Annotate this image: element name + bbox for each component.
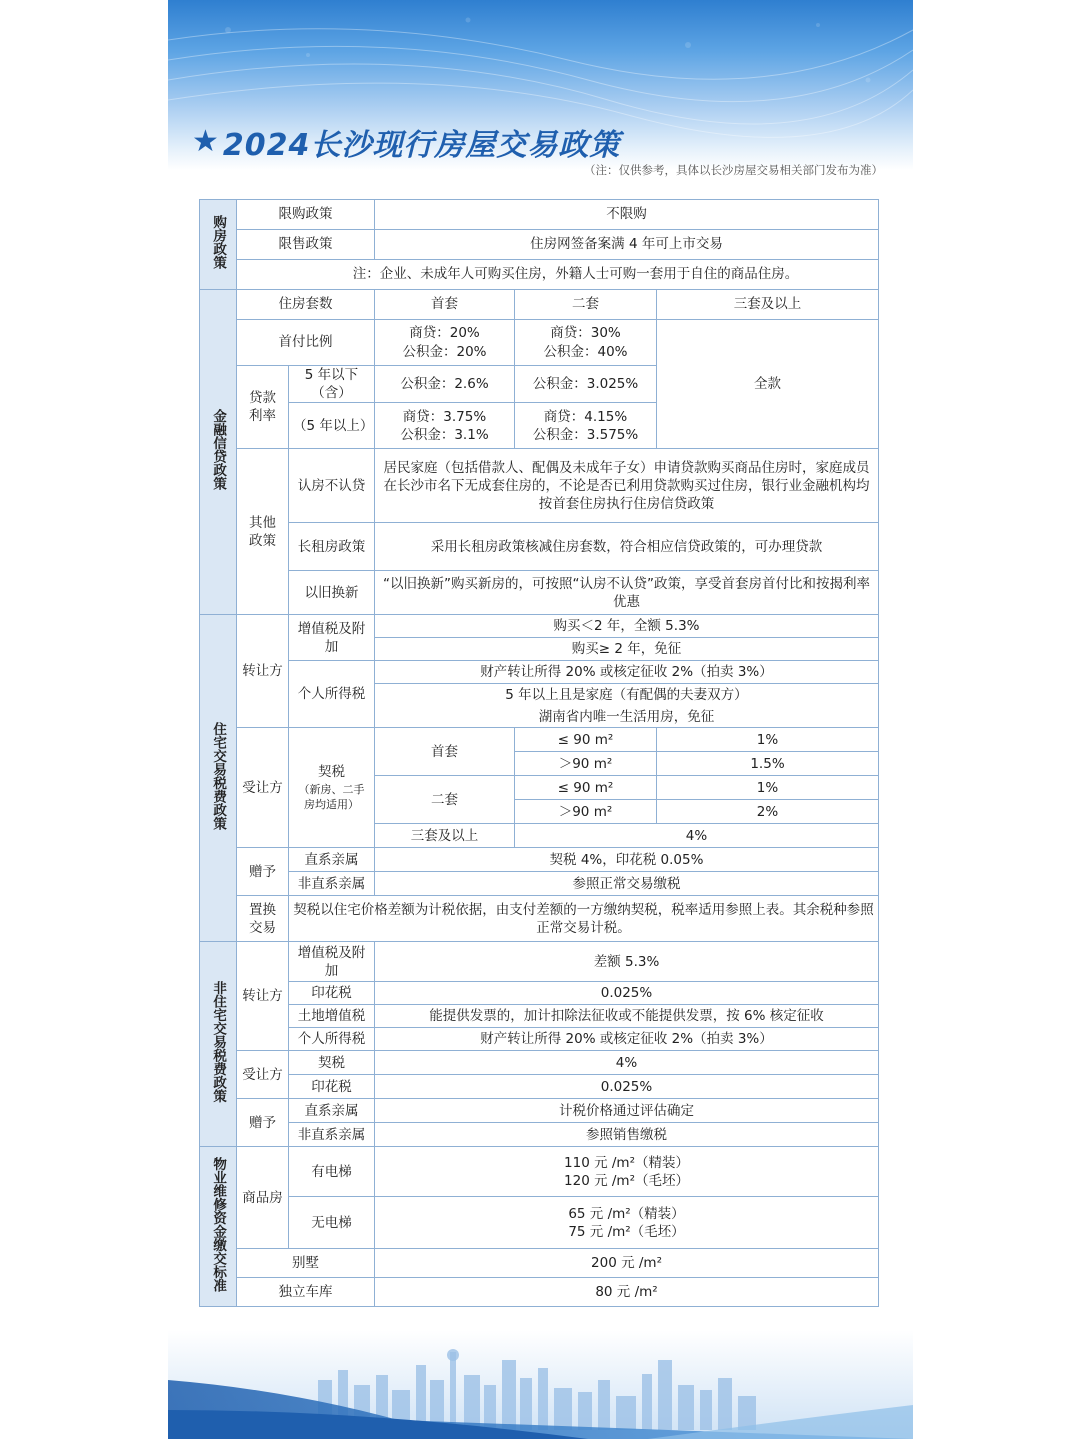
nr-land-label: 土地增值税 bbox=[289, 1005, 375, 1028]
mt-no-elevator-value: 65 元 /m²（精装） 75 元 /m²（毛坯） bbox=[375, 1197, 879, 1249]
nr-gift: 赠予 bbox=[237, 1099, 289, 1147]
nr-buyer: 受让方 bbox=[237, 1051, 289, 1099]
poster bbox=[168, 0, 913, 1439]
res-pit-3: 湖南省内唯一生活用房，免征 bbox=[375, 706, 879, 728]
res-gt90: ＞90 m² bbox=[515, 800, 657, 824]
res-gt90: ＞90 m² bbox=[515, 752, 657, 776]
rate-over5-first: 商贷：3.75% 公积金：3.1% bbox=[375, 403, 515, 449]
res-deed-second: 二套 bbox=[375, 776, 515, 824]
other-policy-label: 其他政策 bbox=[237, 449, 289, 615]
nr-stamp-value: 0.025% bbox=[375, 982, 879, 1005]
table-row bbox=[200, 942, 879, 982]
table-row bbox=[200, 661, 879, 684]
footer-skyline bbox=[168, 1330, 913, 1439]
nr-direct-value: 计税价格通过评估确定 bbox=[375, 1099, 879, 1123]
table-row bbox=[200, 571, 879, 615]
table-row bbox=[200, 1249, 879, 1278]
nr-non-direct: 非直系亲属 bbox=[289, 1123, 375, 1147]
res-swap: 置换交易 bbox=[237, 896, 289, 942]
section-maintenance: 物业维修资金缴交标准 bbox=[200, 1147, 237, 1307]
limit-sell-value: 住房网签备案满 4 年可上市交易 bbox=[375, 230, 879, 260]
res-deed-label: 契税 （新房、二手房均适用） bbox=[289, 728, 375, 848]
res-vat-2: 购买≥ 2 年，免征 bbox=[375, 638, 879, 661]
res-le90: ≤ 90 m² bbox=[515, 728, 657, 752]
section-purchase: 购房政策 bbox=[200, 200, 237, 290]
mt-villa: 别墅 bbox=[237, 1249, 375, 1278]
res-non-direct: 非直系亲属 bbox=[289, 872, 375, 896]
table-row bbox=[200, 1123, 879, 1147]
table-row bbox=[200, 1005, 879, 1028]
table-row bbox=[200, 230, 879, 260]
table-row bbox=[200, 320, 879, 366]
full-payment: 全款 bbox=[657, 320, 879, 449]
nr-deed-value: 4% bbox=[375, 1051, 879, 1075]
limit-buy-value: 不限购 bbox=[375, 200, 879, 230]
res-non-direct-value: 参照正常交易缴税 bbox=[375, 872, 879, 896]
section-residential: 住宅交易税费政策 bbox=[200, 615, 237, 942]
rate-under5-label: 5 年以下（含） bbox=[289, 366, 375, 403]
res-third-label: 三套及以上 bbox=[375, 824, 515, 848]
nr-vat-label: 增值税及附加 bbox=[289, 942, 375, 982]
table-row bbox=[200, 982, 879, 1005]
count-label: 住房套数 bbox=[237, 290, 375, 320]
res-first-gt90: 1.5% bbox=[657, 752, 879, 776]
table-row bbox=[200, 1051, 879, 1075]
table-row bbox=[200, 290, 879, 320]
col-third: 三套及以上 bbox=[657, 290, 879, 320]
table-row bbox=[200, 523, 879, 571]
nr-pit-value: 财产转让所得 20% 或核定征收 2%（拍卖 3%） bbox=[375, 1028, 879, 1051]
nr-non-direct-value: 参照销售缴税 bbox=[375, 1123, 879, 1147]
nr-pit-label: 个人所得税 bbox=[289, 1028, 375, 1051]
down-payment-first: 商贷：20% 公积金：20% bbox=[375, 320, 515, 366]
rent-label: 长租房政策 bbox=[289, 523, 375, 571]
res-vat-label: 增值税及附加 bbox=[289, 615, 375, 661]
res-gift: 赠予 bbox=[237, 848, 289, 896]
table-row bbox=[200, 872, 879, 896]
table-row bbox=[200, 1075, 879, 1099]
nr-deed-label: 契税 bbox=[289, 1051, 375, 1075]
mt-commercial: 商品房 bbox=[237, 1147, 289, 1249]
table-row bbox=[200, 1147, 879, 1197]
mt-elevator-value: 110 元 /m²（精装） 120 元 /m²（毛坯） bbox=[375, 1147, 879, 1197]
nr-direct: 直系亲属 bbox=[289, 1099, 375, 1123]
limit-sell-label: 限售政策 bbox=[237, 230, 375, 260]
down-payment-second: 商贷：30% 公积金：40% bbox=[515, 320, 657, 366]
nr-seller: 转让方 bbox=[237, 942, 289, 1051]
rate-over5-label: （5 年以上） bbox=[289, 403, 375, 449]
rec-label: 认房不认贷 bbox=[289, 449, 375, 523]
res-swap-text: 契税以住宅价格差额为计税依据，由支付差额的一方缴纳契税，税率适用参照上表。其余税种参照正常交易计税。 bbox=[289, 896, 879, 942]
mt-elevator: 有电梯 bbox=[289, 1147, 375, 1197]
res-direct-value: 契税 4%，印花税 0.05% bbox=[375, 848, 879, 872]
col-second: 二套 bbox=[515, 290, 657, 320]
purchase-note: 注：企业、未成年人可购买住房，外籍人士可购一套用于自住的商品住房。 bbox=[237, 260, 879, 290]
disclaimer-note: （注：仅供参考，具体以长沙房屋交易相关部门发布为准） bbox=[584, 163, 883, 177]
policy-table bbox=[199, 199, 879, 1307]
rent-text: 采用长租房政策核减住房套数，符合相应信贷政策的，可办理贷款 bbox=[375, 523, 879, 571]
title-row bbox=[192, 120, 620, 164]
rec-text: 居民家庭（包括借款人、配偶及未成年子女）申请贷款购买商品住房时，家庭成员在长沙市名下无成套住房的，不论是否已利用贷款购买过住房，银行业金融机构均按首套住房执行住房信贷政策 bbox=[375, 449, 879, 523]
table-row bbox=[200, 1278, 879, 1307]
nr-land-value: 能提供发票的，加计扣除法征收或不能提供发票，按 6% 核定征收 bbox=[375, 1005, 879, 1028]
table-row bbox=[200, 200, 879, 230]
section-credit: 金融信贷政策 bbox=[200, 290, 237, 615]
mt-villa-value: 200 元 /m² bbox=[375, 1249, 879, 1278]
res-vat-1: 购买＜2 年，全额 5.3% bbox=[375, 615, 879, 638]
nr-stamp-label: 印花税 bbox=[289, 982, 375, 1005]
limit-buy-label: 限购政策 bbox=[237, 200, 375, 230]
res-deed-first: 首套 bbox=[375, 728, 515, 776]
res-second-le90: 1% bbox=[657, 776, 879, 800]
nr-stamp2-label: 印花税 bbox=[289, 1075, 375, 1099]
table-row bbox=[200, 1028, 879, 1051]
res-seller: 转让方 bbox=[237, 615, 289, 728]
table-row bbox=[200, 728, 879, 752]
page-title: 2024长沙现行房屋交易政策 bbox=[222, 128, 621, 163]
res-second-gt90: 2% bbox=[657, 800, 879, 824]
res-pit-label: 个人所得税 bbox=[289, 661, 375, 728]
down-payment-label: 首付比例 bbox=[237, 320, 375, 366]
trade-in-text: “以旧换新”购买新房的，可按照“认房不认贷”政策，享受首套房首付比和按揭利率优惠 bbox=[375, 571, 879, 615]
table-row bbox=[200, 1197, 879, 1249]
rate-under5-second: 公积金：3.025% bbox=[515, 366, 657, 403]
nr-stamp2-value: 0.025% bbox=[375, 1075, 879, 1099]
trade-in-label: 以旧换新 bbox=[289, 571, 375, 615]
rate-label: 贷款利率 bbox=[237, 366, 289, 449]
table-row bbox=[200, 449, 879, 523]
nr-vat-value: 差额 5.3% bbox=[375, 942, 879, 982]
rate-under5-first: 公积金：2.6% bbox=[375, 366, 515, 403]
mt-garage-value: 80 元 /m² bbox=[375, 1278, 879, 1307]
res-buyer: 受让方 bbox=[237, 728, 289, 848]
res-pit-2: 5 年以上且是家庭（有配偶的夫妻双方） bbox=[375, 684, 879, 706]
table-row bbox=[200, 1099, 879, 1123]
table-row bbox=[200, 260, 879, 290]
star-icon: ★ bbox=[192, 124, 219, 159]
res-le90: ≤ 90 m² bbox=[515, 776, 657, 800]
mt-no-elevator: 无电梯 bbox=[289, 1197, 375, 1249]
res-pit-1: 财产转让所得 20% 或核定征收 2%（拍卖 3%） bbox=[375, 661, 879, 684]
section-nonresidential: 非住宅交易税费政策 bbox=[200, 942, 237, 1147]
rate-over5-second: 商贷：4.15% 公积金：3.575% bbox=[515, 403, 657, 449]
res-first-le90: 1% bbox=[657, 728, 879, 752]
table-row bbox=[200, 615, 879, 638]
mt-garage: 独立车库 bbox=[237, 1278, 375, 1307]
table-row bbox=[200, 848, 879, 872]
col-first: 首套 bbox=[375, 290, 515, 320]
res-direct: 直系亲属 bbox=[289, 848, 375, 872]
table-row bbox=[200, 896, 879, 942]
res-third-value: 4% bbox=[515, 824, 879, 848]
